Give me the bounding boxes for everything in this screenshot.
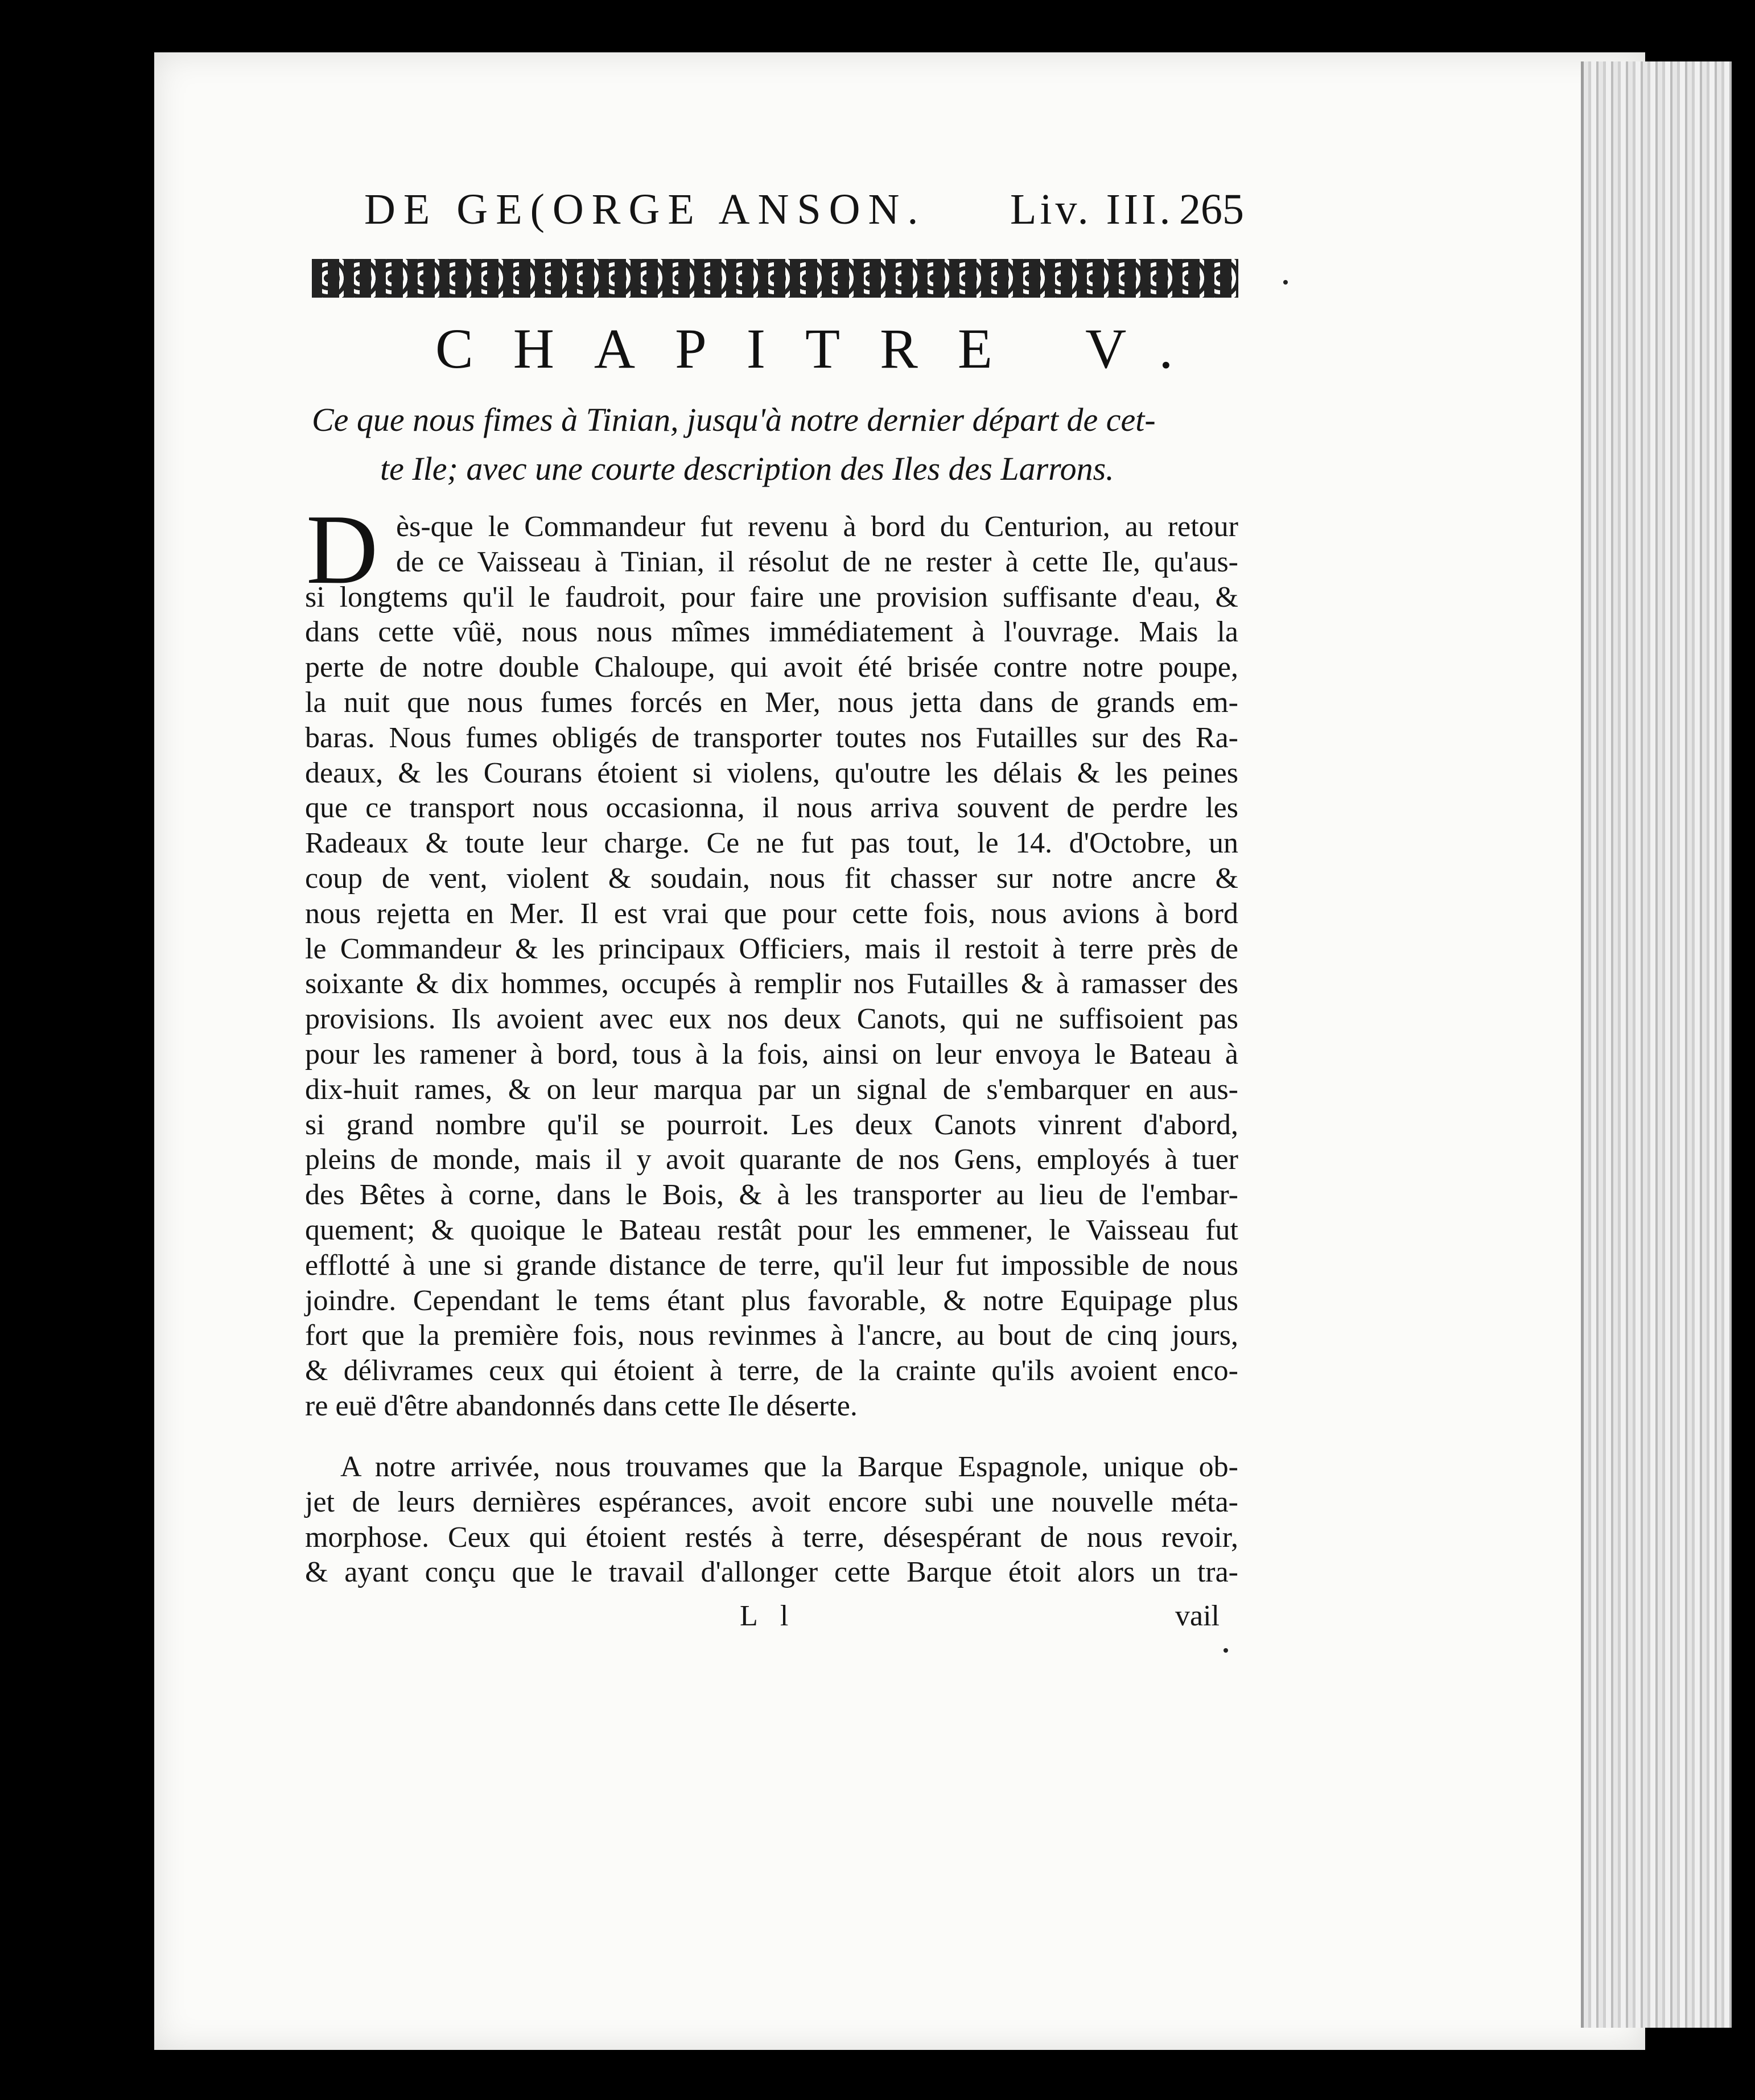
- text-line: & ayant conçu que le travail d'allonger cette Barque étoit alors un tra-: [305, 1556, 1238, 1589]
- text-line: dans cette vûë, nous nous mîmes immédiatement à l'ouvrage. Mais la: [305, 616, 1238, 649]
- summary-line-1: Ce que nous fimes à Tinian, jusqu'à notre dernier départ de cet-: [312, 401, 1156, 438]
- drop-cap: D: [306, 494, 378, 604]
- text-line: pour les ramener à bord, tous à la fois, ainsi on leur envoya le Bateau à: [305, 1037, 1238, 1070]
- chapter-summary: [312, 396, 1245, 493]
- paragraph-2: [305, 1450, 1238, 1590]
- dust-speck: [1283, 280, 1288, 285]
- text-line: quement; & quoique le Bateau restât pour les emmener, le Vaisseau fut: [305, 1213, 1238, 1246]
- chapter-title: CHAPITRE V.: [435, 317, 1213, 380]
- text-line: si longtems qu'il le faudroit, pour faire une provision suffisante d'eau, &: [305, 580, 1238, 613]
- text-line: jet de leurs dernières espérances, avoit encore subi une nouvelle méta-: [305, 1485, 1238, 1518]
- text-line: que ce transport nous occasionna, il nous arriva souvent de perdre les: [305, 792, 1238, 825]
- text-line: des Bêtes à corne, dans le Bois, & à les transporter au lieu de l'embar-: [305, 1179, 1238, 1212]
- text-line: A notre arrivée, nous trouvames que la Barque Espagnole, unique ob-: [340, 1451, 1238, 1483]
- paragraph-1: [305, 509, 1238, 1424]
- dust-speck: [1223, 1648, 1228, 1653]
- text-line: le Commandeur & les principaux Officiers, mais il restoit à terre près de: [305, 932, 1238, 965]
- text-line: ès-que le Commandeur fut revenu à bord du Centurion, au retour: [396, 510, 1238, 543]
- text-line: pleins de monde, mais il y avoit quarante de nos Gens, employés à tuer: [305, 1143, 1238, 1176]
- text-line: joindre. Cependant le tems étant plus favorable, & notre Equipage plus: [305, 1284, 1238, 1317]
- text-line: fort que la première fois, nous revinmes à l'ancre, au bout de cinq jours,: [305, 1319, 1238, 1352]
- text-line: efflotté à une si grande distance de terre, qu'il leur fut impossible de nous: [305, 1249, 1238, 1282]
- text-line: & délivrames ceux qui étoient à terre, de la crainte qu'ils avoient enco-: [305, 1354, 1238, 1387]
- text-line: coup de vent, violent & soudain, nous fit chasser sur notre ancre &: [305, 862, 1238, 895]
- text-line: de ce Vaisseau à Tinian, il résolut de ne rester à cette Ile, qu'aus-: [396, 545, 1238, 578]
- text-line: perte de notre double Chaloupe, qui avoit été brisée contre notre poupe,: [305, 651, 1238, 684]
- text-line: la nuit que nous fumes forcés en Mer, nous jetta dans de grands em-: [305, 686, 1238, 719]
- running-head-book: Liv. III.: [1010, 186, 1174, 233]
- text-line: deaux, & les Courans étoient si violens, qu'outre les délais & les peines: [305, 756, 1238, 789]
- text-line: baras. Nous fumes obligés de transporter toutes nos Futailles sur des Ra-: [305, 721, 1238, 754]
- text-line: nous rejetta en Mer. Il est vrai que pour cette fois, nous avions à bord: [305, 897, 1238, 930]
- running-head: [364, 185, 1246, 248]
- text-line: si grand nombre qu'il se pourroit. Les deux Canots vinrent d'abord,: [305, 1108, 1238, 1141]
- text-line: soixante & dix hommes, occupés à remplir nos Futailles & à ramasser des: [305, 967, 1238, 1000]
- signature-mark: L l: [740, 1600, 797, 1632]
- text-line: Radeaux & toute leur charge. Ce ne fut pas tout, le 14. d'Octobre, un: [305, 827, 1238, 860]
- text-line: morphose. Ceux qui étoient restés à terre, désespérant de nous revoir,: [305, 1521, 1238, 1554]
- text-line: provisions. Ils avoient avec eux nos deux Canots, qui ne suffisoient pas: [305, 1003, 1238, 1036]
- summary-line-2: te Ile; avec une courte description des Iles des Larrons.: [380, 450, 1114, 487]
- decorative-ornament-band: [312, 259, 1238, 298]
- page-number: 265: [1179, 186, 1244, 233]
- text-line: dix-huit rames, & on leur marqua par un signal de s'embarquer en aus-: [305, 1073, 1238, 1106]
- catchword: vail: [1175, 1600, 1220, 1632]
- text-line: re euë d'être abandonnés dans cette Ile déserte.: [305, 1389, 858, 1422]
- running-head-title: DE GE(ORGE ANSON.: [364, 186, 926, 233]
